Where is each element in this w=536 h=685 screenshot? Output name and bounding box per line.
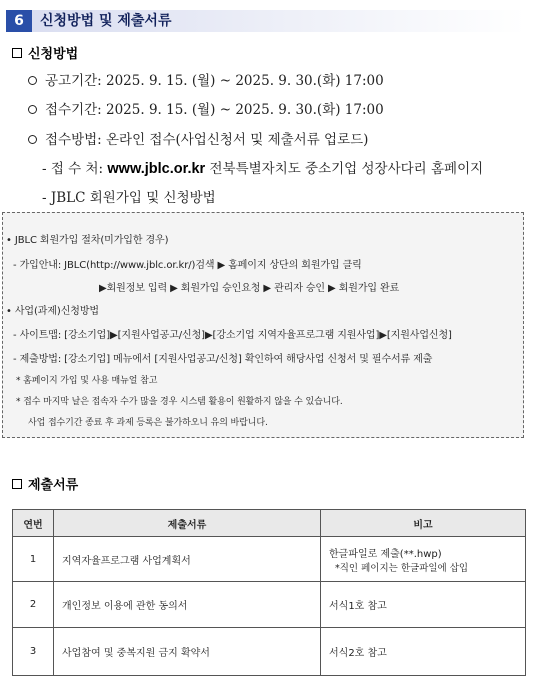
guidance-box	[2, 212, 524, 438]
table-row	[13, 582, 526, 628]
table-row	[13, 628, 526, 676]
row-doc: 지역자율프로그램 사업계획서	[54, 537, 321, 582]
row-note: 서식1호 참고	[321, 582, 526, 628]
col-doc-header: 제출서류	[54, 510, 321, 537]
docs-heading	[12, 474, 78, 493]
apply-heading	[12, 43, 78, 62]
circle-bullet-icon	[28, 105, 37, 114]
section-title: 신청방법 및 제출서류	[40, 13, 172, 29]
box-line-join-guide: - 가입안내: JBLC(http://www.jblc.or.kr/)검색 ▶ 홈페이지 상단의 회원가입 클릭	[13, 260, 362, 271]
box-line-note-register: 사업 접수기간 종료 후 과제 등록은 불가하오니 유의 바랍니다.	[28, 418, 268, 428]
row-no: 1	[13, 537, 54, 582]
box-line-sitemap: - 사이트맵: [강소기업]▶[지원사업공고/신청]▶[강소기업 지역자율프로그램 지원사업]▶[지원사업신청]	[13, 330, 452, 341]
square-bullet-icon	[12, 479, 22, 489]
apply-sub-receipt-place: - 접 수 처: www.jblc.or.kr 전북특별자치도 중소기업 성장사다리 홈페이지	[42, 161, 484, 177]
circle-bullet-icon	[28, 135, 37, 144]
row-doc: 개인정보 이용에 관한 동의서	[54, 582, 321, 628]
docs-heading-text: 제출서류	[28, 478, 79, 493]
documents-table	[12, 509, 526, 676]
row-doc: 사업참여 및 중복지원 금지 확약서	[54, 628, 321, 676]
apply-item-period: 공고기간: 2025. 9. 15. (월) ~ 2025. 9. 30.(화) 17:00	[28, 69, 384, 89]
box-line-submit: - 제출방법: [강소기업] 메뉴에서 [지원사업공고/신청] 확인하여 해당사업 신청서 및 필수서류 제출	[13, 354, 433, 365]
box-line-join-steps: ▶회원정보 입력 ▶ 회원가입 승인요청 ▶ 관리자 승인 ▶ 회원가입 완료	[99, 283, 400, 294]
table-header-row	[13, 510, 526, 537]
apply-item-method: 접수방법: 온라인 접수(사업신청서 및 제출서류 업로드)	[28, 128, 368, 148]
box-line-note-deadline: * 접수 마지막 날은 접속자 수가 많을 경우 시스템 활용이 원활하지 않을 수 있습니다.	[16, 397, 343, 407]
row-note: 서식2호 참고	[321, 628, 526, 676]
box-line-apply-title: • 사업(과제)신청방법	[6, 306, 99, 317]
box-line-note-manual: * 홈페이지 가입 및 사용 매뉴얼 참고	[16, 376, 158, 386]
apply-heading-text: 신청방법	[28, 47, 79, 62]
row-note: 한글파일로 제출(**.hwp) *직인 페이지는 한글파일에 삽입	[321, 537, 526, 582]
section-number: 6	[6, 10, 32, 32]
circle-bullet-icon	[28, 76, 37, 85]
col-note-header: 비고	[321, 510, 526, 537]
square-bullet-icon	[12, 48, 22, 58]
apply-sub-join: - JBLC 회원가입 및 신청방법	[42, 190, 216, 206]
row-no: 3	[13, 628, 54, 676]
apply-item-receipt: 접수기간: 2025. 9. 15. (월) ~ 2025. 9. 30.(화) 17:00	[28, 98, 384, 118]
col-no-header: 연번	[13, 510, 54, 537]
box-line-join-title: • JBLC 회원가입 절차(미가입한 경우)	[6, 235, 169, 246]
row-no: 2	[13, 582, 54, 628]
site-url-link[interactable]: www.jblc.or.kr	[107, 161, 206, 177]
table-row	[13, 537, 526, 582]
